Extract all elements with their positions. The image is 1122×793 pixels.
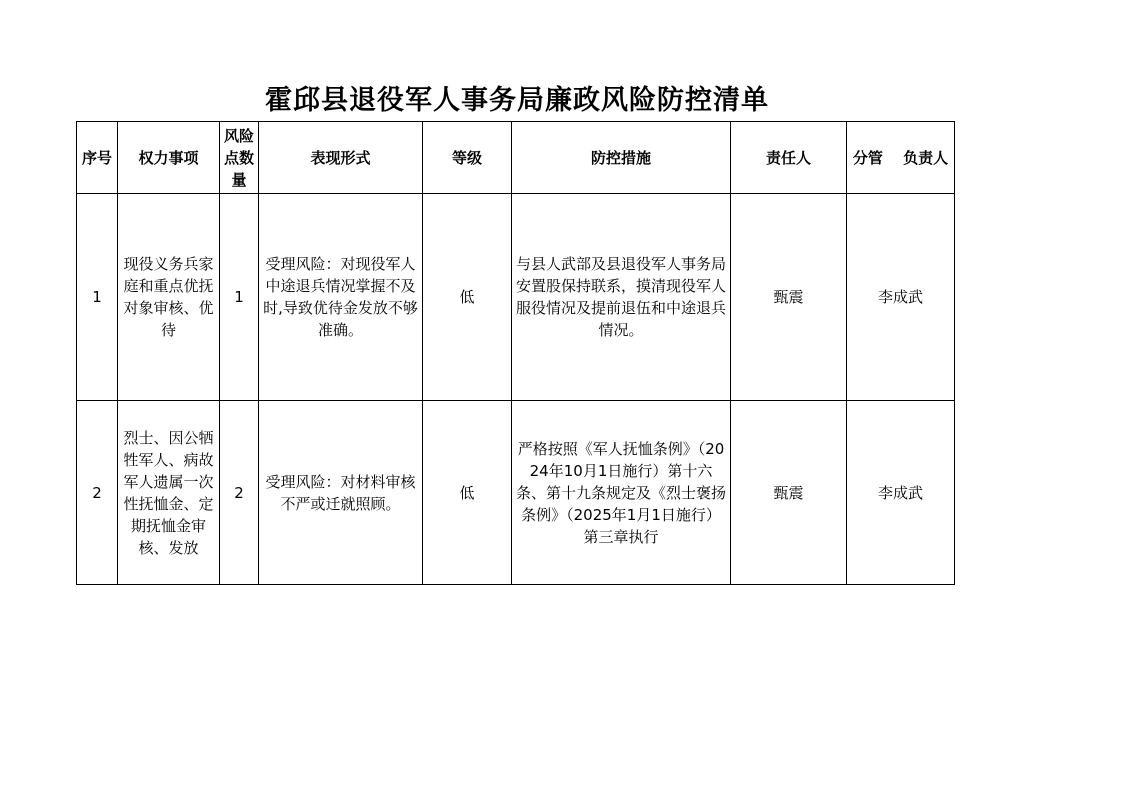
risk-control-table <box>76 121 955 585</box>
header-form: 表现形式 <box>259 122 423 194</box>
page-title: 霍邱县退役军人事务局廉政风险防控清单 <box>265 85 769 116</box>
cell-seq: 1 <box>77 194 118 401</box>
header-item: 权力事项 <box>118 122 220 194</box>
header-level: 等级 <box>423 122 512 194</box>
cell-measures: 严格按照《军人抚恤条例》（2024年10月1日施行）第十六条、第十九条规定及《烈士褒扬条例》（2025年1月1日施行）第三章执行 <box>512 401 731 585</box>
header-seq: 序号 <box>77 122 118 194</box>
cell-risk-count: 2 <box>220 401 259 585</box>
header-leader: 分管 负责人 <box>847 122 955 194</box>
cell-form: 受理风险：对材料审核不严或迁就照顾。 <box>259 401 423 585</box>
cell-leader: 李成武 <box>847 194 955 401</box>
cell-level: 低 <box>423 401 512 585</box>
cell-form: 受理风险：对现役军人中途退兵情况掌握不及时,导致优待金发放不够准确。 <box>259 194 423 401</box>
cell-measures: 与县人武部及县退役军人事务局安置股保持联系，摸清现役军人服役情况及提前退伍和中途退兵情况。 <box>512 194 731 401</box>
cell-item: 烈士、因公牺牲军人、病故军人遗属一次性抚恤金、定期抚恤金审核、发放 <box>118 401 220 585</box>
cell-level: 低 <box>423 194 512 401</box>
cell-responsible: 甄震 <box>731 194 847 401</box>
table-row <box>77 401 955 585</box>
header-risk-count: 风险点数量 <box>220 122 259 194</box>
cell-item: 现役义务兵家庭和重点优抚对象审核、优待 <box>118 194 220 401</box>
cell-risk-count: 1 <box>220 194 259 401</box>
cell-seq: 2 <box>77 401 118 585</box>
header-responsible: 责任人 <box>731 122 847 194</box>
cell-responsible: 甄震 <box>731 401 847 585</box>
table-header-row <box>77 122 955 194</box>
header-measures: 防控措施 <box>512 122 731 194</box>
cell-leader: 李成武 <box>847 401 955 585</box>
table-row <box>77 194 955 401</box>
